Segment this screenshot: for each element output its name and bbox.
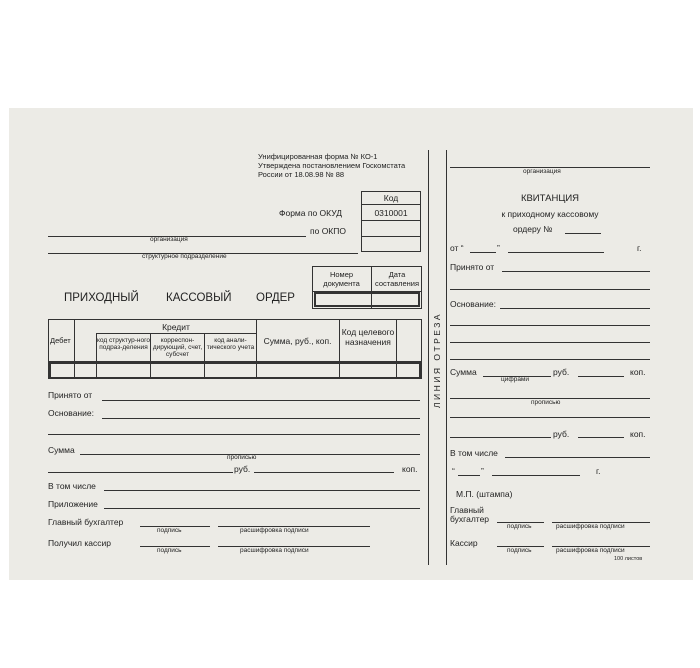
code-header: Код xyxy=(383,193,399,203)
title-word-1: ПРИХОДНЫЙ xyxy=(64,292,139,304)
including-label: В том числе xyxy=(48,481,96,491)
kop-line[interactable] xyxy=(254,472,394,473)
amount-line-2[interactable] xyxy=(48,472,233,473)
receipt-stamp-label: М.П. (штампа) xyxy=(456,489,513,499)
title-word-2: КАССОВЫЙ xyxy=(166,292,232,304)
receipt-words-line-3[interactable] xyxy=(450,437,551,438)
received-from-label: Принято от xyxy=(48,390,93,400)
receipt-chief-decoding-caption: расшифровка подписи xyxy=(556,523,625,530)
receipt-year-label: г. xyxy=(637,243,642,253)
receipt-kop-line-2[interactable] xyxy=(578,437,624,438)
chief-decoding-caption: расшифровка подписи xyxy=(240,527,309,534)
okud-value: 0310001 xyxy=(374,208,408,218)
receipt-in-digits-caption: цифрами xyxy=(501,376,530,383)
receipt-date-from: от “ xyxy=(450,243,464,253)
basis-line-1[interactable] xyxy=(102,418,420,419)
receipt-chief-signature-caption: подпись xyxy=(507,523,532,530)
cashier-decoding-caption: расшифровка подписи xyxy=(240,547,309,554)
form-approval-date: России от 18.08.98 № 88 xyxy=(258,170,345,179)
receipt-basis-line-2[interactable] xyxy=(450,325,650,326)
amount-label: Сумма xyxy=(48,445,75,455)
receipt-date2-close: ” xyxy=(481,466,484,476)
doc-number-header: Номер документа xyxy=(323,270,360,288)
credit-sub-3: код анали-тического учета xyxy=(206,337,255,351)
okud-label: Форма по ОКУД xyxy=(279,208,342,218)
receipt-organization-caption: организация xyxy=(523,168,561,175)
receipt-title: КВИТАНЦИЯ xyxy=(520,193,580,204)
cut-line xyxy=(428,150,429,565)
received-from-line[interactable] xyxy=(102,400,420,401)
receipt-words-line-2[interactable] xyxy=(450,417,650,418)
receipt-year2-label: г. xyxy=(596,466,601,476)
rub-label: руб. xyxy=(234,464,251,474)
receipt-including-line[interactable] xyxy=(505,457,650,458)
basis-line-2[interactable] xyxy=(48,434,420,435)
receipt-kop-line[interactable] xyxy=(578,376,624,377)
form-number-line: Унифицированная форма № КО-1 xyxy=(258,152,378,161)
receipt-cashier-signature-caption: подпись xyxy=(507,547,532,554)
including-line[interactable] xyxy=(104,490,420,491)
receipt-received-from-label: Принято от xyxy=(450,262,495,272)
receipt-rub-label-2: руб. xyxy=(553,429,570,439)
receipt-amount-label: Сумма xyxy=(450,367,477,377)
receipt-basis-label: Основание: xyxy=(450,299,496,309)
form-approval-line: Утверждена постановлением Госкомстата xyxy=(258,161,406,170)
doc-number-date-fill[interactable] xyxy=(314,292,420,307)
receipt-basis-line-4[interactable] xyxy=(450,359,650,360)
purpose-code-header: Код целевого назначения xyxy=(341,327,395,347)
cashier-signature-caption: подпись xyxy=(157,547,182,554)
receipt-date2-day-line[interactable] xyxy=(458,475,480,476)
attachment-label: Приложение xyxy=(48,499,98,509)
receipt-received-from-line-2[interactable] xyxy=(450,289,650,290)
receipt-basis-line-3[interactable] xyxy=(450,342,650,343)
title-word-3: ОРДЕР xyxy=(256,292,295,304)
okpo-label: по ОКПО xyxy=(310,226,346,236)
receipt-date2-open: “ xyxy=(452,466,455,476)
receipt-cashier-decoding-caption: расшифровка подписи xyxy=(556,547,625,554)
receipt-kop-label-2: коп. xyxy=(630,429,646,439)
receipt-date-quote-close: ” xyxy=(497,243,500,253)
receipt-basis-line-1[interactable] xyxy=(500,308,650,309)
sum-header: Сумма, руб., коп. xyxy=(263,336,332,346)
doc-date-header: Дата составления xyxy=(374,270,420,288)
receipt-received-from-line[interactable] xyxy=(502,271,650,272)
main-table-fill-row[interactable] xyxy=(49,362,421,379)
receipt-including-label: В том числе xyxy=(450,448,498,458)
credit-header: Кредит xyxy=(162,322,190,332)
organization-caption: организация xyxy=(150,236,188,243)
chief-accountant-label: Главный бухгалтер xyxy=(48,517,124,527)
sheets-count: 100 листов xyxy=(614,556,643,562)
credit-sub-1: код структур-ного подраз-деления xyxy=(97,337,150,351)
credit-sub-2: корреспон-дирующий, счет, субсчет xyxy=(152,337,203,358)
receipt-order-no-line[interactable] xyxy=(565,233,601,234)
cashier-label: Получил кассир xyxy=(48,538,111,548)
receipt-cashier-label: Кассир xyxy=(450,538,478,548)
cut-line-inner xyxy=(446,150,447,565)
chief-signature-caption: подпись xyxy=(157,527,182,534)
receipt-subtitle: к приходному кассовому xyxy=(501,209,599,219)
receipt-date-day-line[interactable] xyxy=(470,252,496,253)
debit-header: Дебет xyxy=(50,336,71,345)
receipt-date-month-line[interactable] xyxy=(508,252,604,253)
kop-label: коп. xyxy=(402,464,418,474)
receipt-kop-label: коп. xyxy=(630,367,646,377)
receipt-chief-label-2: бухгалтер xyxy=(450,514,490,524)
receipt-date2-month-line[interactable] xyxy=(492,475,580,476)
receipt-chief-label-1: Главный xyxy=(450,505,484,515)
basis-label: Основание: xyxy=(48,408,94,418)
structural-unit-caption: структурное подразделение xyxy=(142,253,227,260)
receipt-rub-label: руб. xyxy=(553,367,570,377)
attachment-line[interactable] xyxy=(104,508,420,509)
receipt-order-no-label: ордеру № xyxy=(513,224,553,234)
receipt-in-words-caption: прописью xyxy=(531,399,561,406)
cut-line-label: ЛИНИЯ ОТРЕЗА xyxy=(431,311,442,409)
amount-in-words-caption: прописью xyxy=(227,454,257,461)
